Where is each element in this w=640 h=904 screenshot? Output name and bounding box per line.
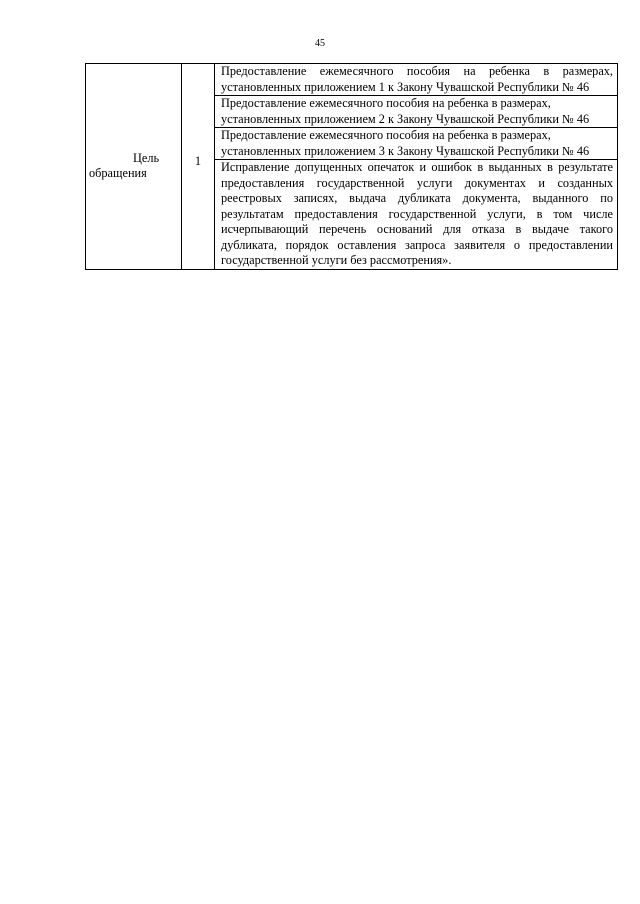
purpose-label-cell	[86, 64, 182, 270]
page-number: 45	[315, 38, 325, 49]
row-number-cell	[182, 64, 215, 270]
option-cell-1	[215, 64, 618, 96]
purpose-label-line2: обращения	[89, 166, 147, 181]
option-cell-4	[215, 160, 618, 270]
option-cell-3	[215, 128, 618, 160]
document-table	[85, 63, 618, 270]
option-cell-2	[215, 96, 618, 128]
row-number: 1	[194, 154, 202, 168]
option-text-3: Предоставление ежемесячного пособия на ребенка в размерах, установленных приложением 3 к Закону Чувашской Республики № 46	[221, 128, 590, 158]
option-text-1: Предоставление ежемесячного пособия на ребенка в размерах, установленных приложением 1 к Закону Чувашской Республики № 46	[221, 64, 613, 94]
purpose-label-line1: Цель	[133, 150, 160, 165]
option-text-4: Исправление допущенных опечаток и ошибок в выданных в результате предоставления государственной услуги документах и созданных реестровых записях, выдача дубликата документа, выданного по результатам предоставления государственной услуги, в том числе исчерпывающий перечень оснований для отказа в выдаче такого дубликата, порядок оставления запроса заявителя о предоставлении государственной услуги без рассмотрения».	[221, 160, 613, 267]
option-text-2: Предоставление ежемесячного пособия на ребенка в размерах, установленных приложением 2 к Закону Чувашской Республики № 46	[221, 96, 590, 126]
table-row	[86, 64, 618, 96]
